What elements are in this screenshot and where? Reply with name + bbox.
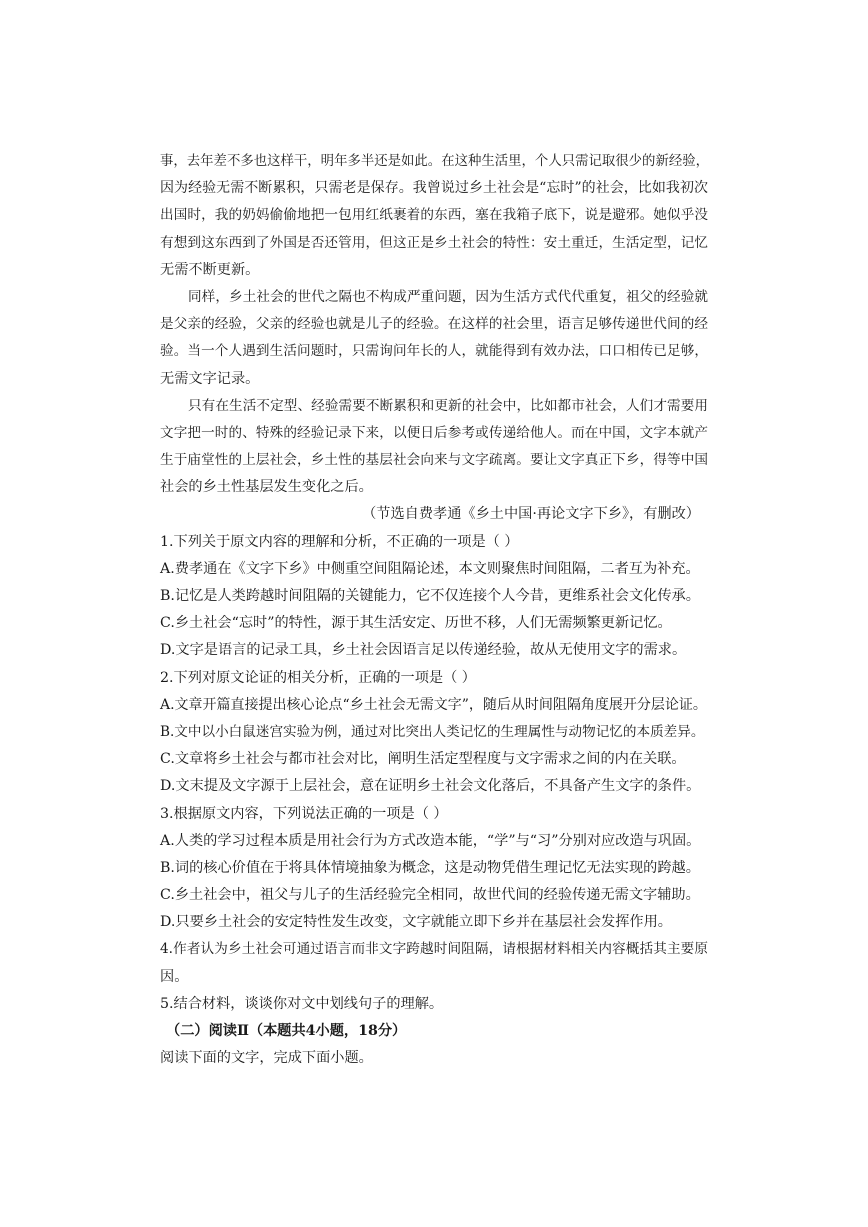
passage-paragraph-1 [160, 148, 708, 284]
question-stem: 4.作者认为乡土社会可通过语言而非文字跨越时间阻隔，请根据材料相关内容概括其主要原 [160, 941, 708, 958]
question-stem: 2.下列对原文论证的相关分析，正确的一项是（ ） [160, 669, 476, 686]
option-a: A.文章开篇直接提出核心论点“乡土社会无需文字”，随后从时间阻隔角度展开分层论证。 [160, 696, 707, 713]
text-line: 出国时，我的奶妈偷偷地把一包用红纸裹着的东西，塞在我箱子底下，说是避邪。她似乎没 [160, 207, 708, 224]
question-2 [160, 665, 708, 801]
text-line: 只有在生活不定型、经验需要不断累积和更新的社会中，比如都市社会，人们才需要用 [188, 397, 708, 414]
option-b: B.文中以小白鼠迷宫实验为例，通过对比突出人类记忆的生理属性与动物记忆的本质差异。 [160, 723, 705, 740]
option-b: B.记忆是人类跨越时间阻隔的关键能力，它不仅连接个人今昔，更维系社会文化传承。 [160, 588, 700, 604]
text-line: 无需不断更新。 [160, 261, 260, 278]
document-page [160, 148, 708, 1072]
text-line: 事，去年差不多也这样干，明年多半还是如此。在这种生活里，个人只需记取很少的新经验， [160, 154, 710, 169]
section-heading: （二）阅读Ⅱ（本题共4小题，18分） [166, 1023, 407, 1039]
text-line: 生于庙堂性的上层社会，乡土性的基层社会向来与文字疏离。要让文字真正下乡，得等中国 [160, 452, 708, 469]
question-4 [160, 936, 708, 990]
text-line: 是父亲的经验，父亲的经验也就是儿子的经验。在这样的社会里，语言足够传递世代间的经 [160, 316, 708, 333]
text-line: 文字把一时的、特殊的经验记录下来，以便日后参考或传递给他人。而在中国，文字本就产 [160, 424, 708, 441]
source-citation: （节选自费孝通《乡土中国·再论文字下乡》，有删改） [362, 506, 700, 523]
passage-paragraph-3 [160, 393, 708, 502]
text-line: 无需文字记录。 [160, 370, 260, 387]
option-c: C.乡土社会中，祖父与儿子的生活经验完全相同，故世代间的经验传递无需文字辅助。 [160, 887, 700, 904]
option-d: D.只要乡土社会的安定特性发生改变，文字就能立即下乡并在基层社会发挥作用。 [160, 914, 672, 931]
option-d: D.文字是语言的记录工具，乡土社会因语言足以传递经验，故从无使用文字的需求。 [160, 642, 687, 659]
option-d: D.文末提及文字源于上层社会，意在证明乡土社会文化落后，不具备产生文字的条件。 [160, 778, 701, 795]
question-stem: 3.根据原文内容，下列说法正确的一项是（ ） [160, 805, 448, 822]
option-b: B.词的核心价值在于将具体情境抽象为概念，这是动物凭借生理记忆无法实现的跨越。 [160, 859, 700, 876]
question-stem: 1.下列关于原文内容的理解和分析，不正确的一项是（ ） [160, 533, 519, 550]
option-a: A.费孝通在《文字下乡》中侧重空间阻隔论述，本文则聚焦时间阻隔，二者互为补充。 [160, 560, 700, 577]
passage-paragraph-2 [160, 284, 708, 393]
question-1 [160, 529, 708, 665]
option-c: C.乡土社会“忘时”的特性，源于其生活安定、历世不移，人们无需频繁更新记忆。 [160, 615, 672, 632]
text-line: 社会的乡土性基层发生变化之后。 [160, 479, 373, 496]
question-stem-continued: 因。 [160, 968, 189, 985]
text-line: 同样，乡土社会的世代之隔也不构成严重问题，因为生活方式代代重复，祖父的经验就 [188, 288, 708, 305]
option-a: A.人类的学习过程本质是用社会行为方式改造本能，“学”与“习”分别对应改造与巩固。 [160, 832, 701, 849]
text-line: 有想到这东西到了外国是否还管用，但这正是乡土社会的特性：安土重迁，生活定型，记忆 [160, 234, 708, 251]
question-3 [160, 801, 708, 937]
text-line: 验。当一个人遇到生活问题时，只需询问年长的人，就能得到有效办法，口口相传已足够， [160, 343, 708, 360]
question-5: 5.结合材料，谈谈你对文中划线句子的理解。 [160, 995, 444, 1012]
text-line: 因为经验无需不断累积，只需老是保存。我曾说过乡土社会是“忘时”的社会，比如我初次 [160, 180, 708, 197]
option-c: C.文章将乡土社会与都市社会对比，阐明生活定型程度与文字需求之间的内在关联。 [160, 751, 686, 768]
section-instruction: 阅读下面的文字，完成下面小题。 [160, 1050, 373, 1067]
